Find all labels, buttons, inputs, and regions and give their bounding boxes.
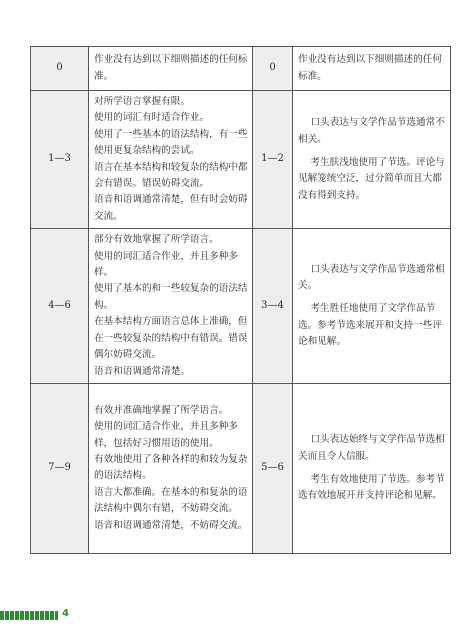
- descriptor-line: 考生肤浅地使用了节选。评论与见解笼统空泛，过分简单而且大都没有得到支持。: [298, 156, 445, 201]
- rubric-row: [31, 383, 451, 553]
- descriptor-line: 有效地使用了各种各样的和较为复杂的语法结构。: [94, 454, 248, 482]
- descriptor-line: 使用了一些基本的语法结构，有一些使用更复杂结构的尝试。: [94, 128, 248, 157]
- literature-descriptor-cell: [293, 229, 451, 384]
- descriptor-line: 使用的词汇适合作业，并且多种多样，包括好习惯用语的使用。: [94, 421, 238, 449]
- descriptor-line: 口头表达与文学作品节选通常不相关。: [298, 117, 445, 145]
- literature-descriptor-cell: [293, 47, 451, 91]
- descriptor-line: 使用的词汇有时适合作业。: [94, 112, 210, 124]
- descriptor-line: 使用的词汇适合作业，并且多种多样。: [94, 250, 238, 279]
- language-band-cell: 4—6: [31, 229, 89, 384]
- descriptor-line: 语言在基本结构和较复杂的结构中都会有错误。错误妨碍交流。: [94, 161, 248, 190]
- descriptor-line: 在基本结构方面语言总体上准确，但在一些较复杂的结构中有错误。错误偶尔妨碍交流。: [94, 316, 248, 361]
- rubric-row: [31, 91, 451, 229]
- footer-decorative-bar: [0, 611, 58, 620]
- page-number: 4: [62, 608, 69, 619]
- literature-band-cell: 1—2: [253, 91, 293, 229]
- assessment-rubric-table: [30, 46, 451, 554]
- descriptor-line: 口头表达与文学作品节选通常相关。: [298, 263, 445, 291]
- descriptor-line: 语音和语调通常清楚，不妨碍交流。: [94, 519, 248, 531]
- language-band-cell: 7—9: [31, 383, 89, 553]
- descriptor-line: 语音和语调通常清楚，但有时会妨碍交流。: [94, 194, 248, 222]
- rubric-row: [31, 229, 451, 384]
- descriptor-line: 作业没有达到以下细则描述的任何标准。: [94, 54, 248, 82]
- descriptor-line: 作业没有达到以下细则描述的任何标准。: [298, 54, 442, 82]
- language-descriptor-cell: [89, 383, 253, 553]
- rubric-body: [31, 47, 451, 554]
- descriptor-line: 使用了基本的和一些较复杂的语法结构。: [94, 283, 248, 311]
- language-band-cell: 0: [31, 47, 89, 91]
- literature-band-cell: 3—4: [253, 229, 293, 384]
- descriptor-line: 语音和语调通常清楚。: [94, 365, 190, 377]
- descriptor-line: 考生有效地使用了节选。参考节选有效地展开并支持评论和见解。: [298, 473, 445, 502]
- descriptor-line: 对所学语言掌握有限。: [94, 96, 190, 107]
- descriptor-line: 考生胜任地使用了文学作品节选。参考节选来展开和支持一些评论和见解。: [298, 303, 442, 348]
- literature-descriptor-cell: [293, 91, 451, 229]
- descriptor-line: 有效并准确地掌握了所学语言。: [94, 404, 229, 416]
- literature-band-cell: 5—6: [253, 383, 293, 553]
- descriptor-line: 部分有效地掌握了所学语言。: [94, 234, 219, 246]
- language-band-cell: 1—3: [31, 91, 89, 229]
- language-descriptor-cell: [89, 229, 253, 384]
- language-descriptor-cell: [89, 91, 253, 229]
- descriptor-line: 口头表达始终与文学作品节选相关而且令人信服。: [298, 434, 445, 462]
- literature-descriptor-cell: [293, 383, 451, 553]
- rubric-row: [31, 47, 451, 91]
- literature-band-cell: 0: [253, 47, 293, 91]
- descriptor-line: 语言大都准确。在基本的和复杂的语法结构中偶尔有错，不妨碍交流。: [94, 486, 248, 515]
- language-descriptor-cell: [89, 47, 253, 91]
